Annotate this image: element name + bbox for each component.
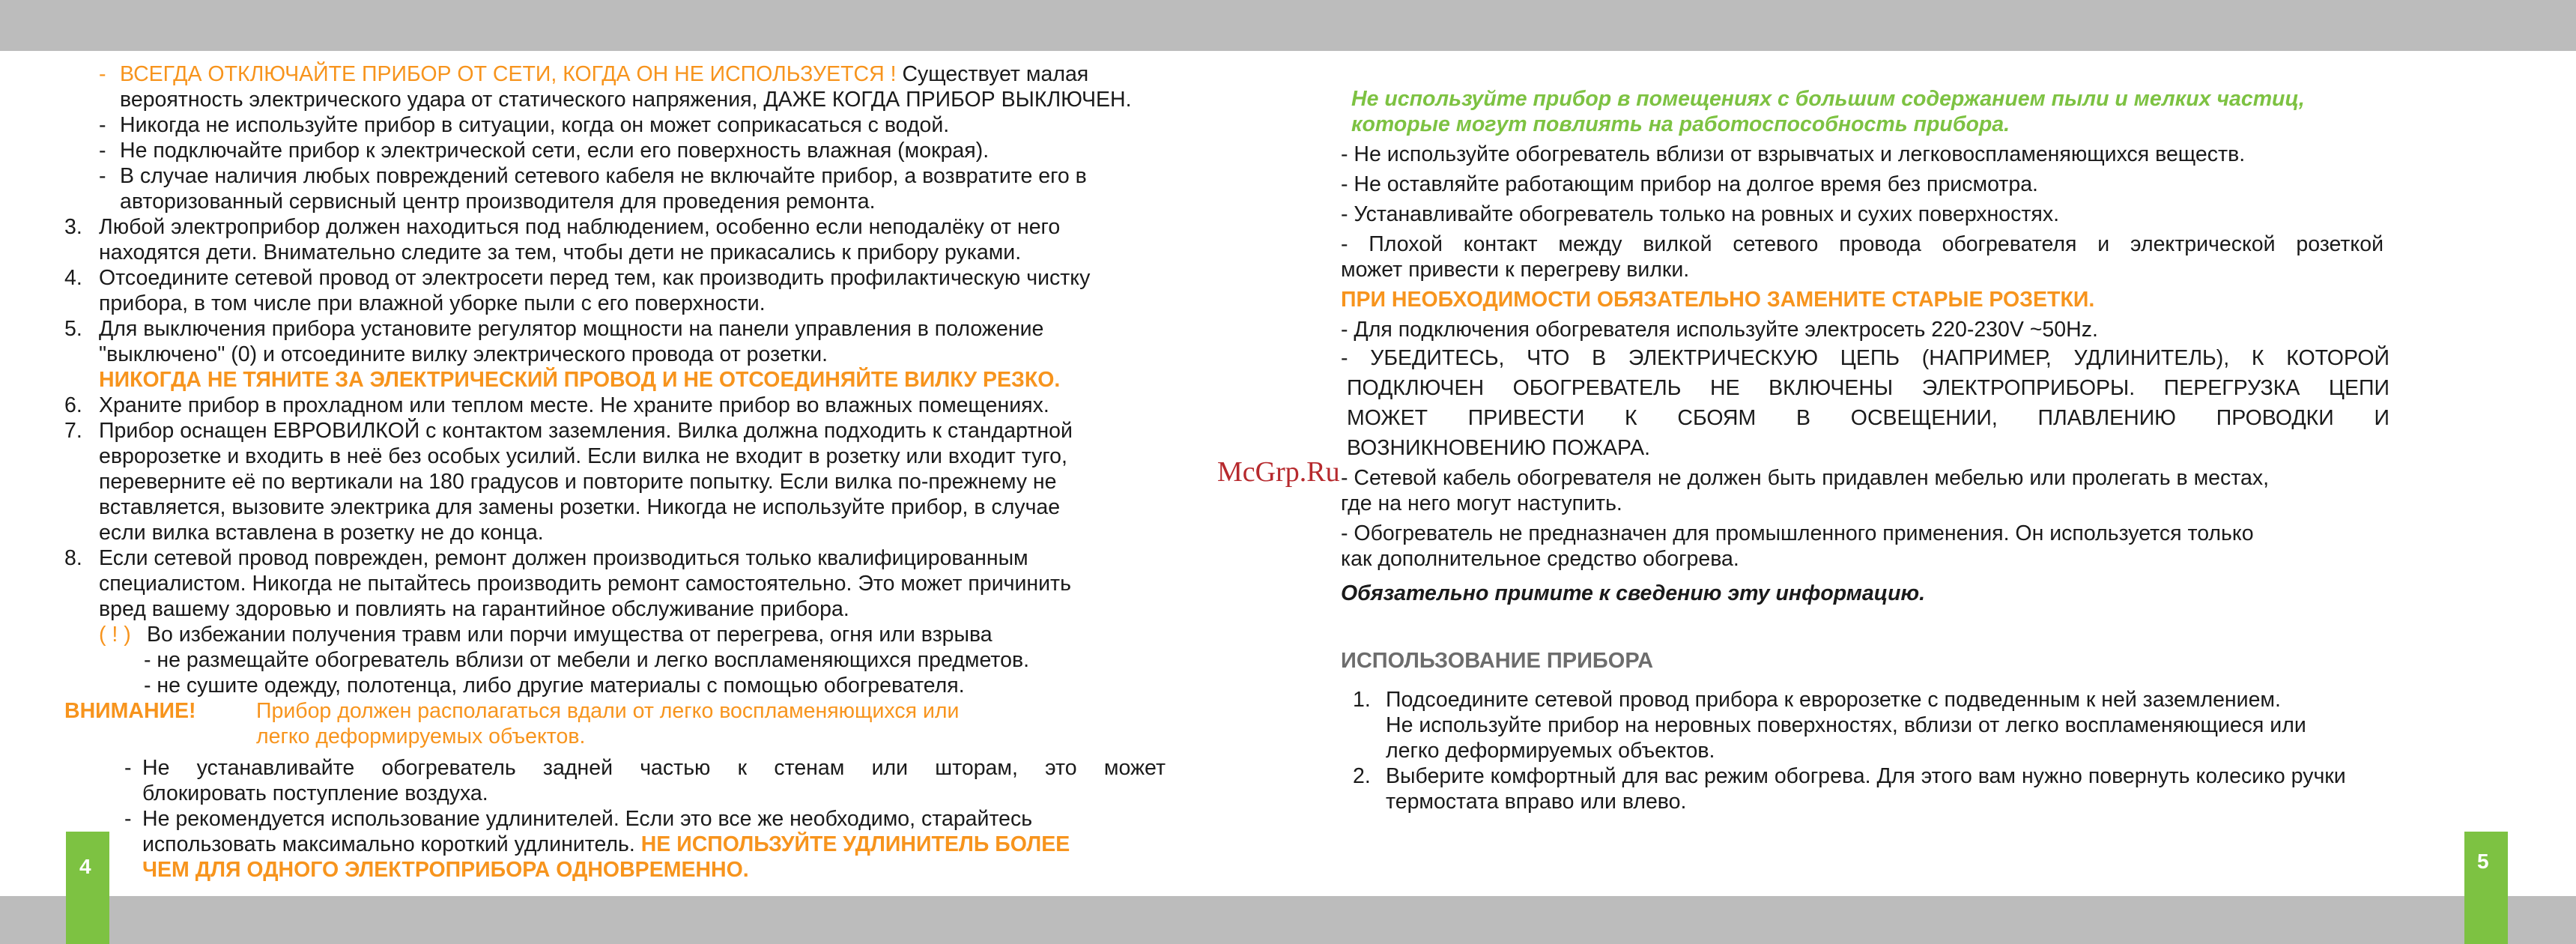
green-warning-cont: которые могут повлиять на работоспособность прибора. (1351, 112, 2010, 136)
item-number: 6. (64, 393, 82, 417)
item-5 (64, 316, 1233, 342)
warning-caps: ВСЕГДА ОТКЛЮЧАЙТЕ ПРИБОР ОТ СЕТИ, КОГДА ОН НЕ ИСПОЛЬЗУЕТСЯ ! (120, 62, 897, 86)
top-gray-band (0, 0, 2576, 51)
item-text-cont: вред вашему здоровью и повлиять на гарантийное обслуживание прибора. (99, 597, 849, 621)
item-text: Прибор оснащен ЕВРОВИЛКОЙ с контактом заземления. Вилка должна подходить к стандартной (99, 419, 1073, 443)
item-text: Отсоедините сетевой провод от электросети перед тем, как производить профилактическую чистку (99, 266, 1091, 290)
item-text-cont: евророзетке и входить в неё без особых усилий. Если вилка не входит в розетку или входит туго, (99, 444, 1067, 468)
bullet-cable-furniture-cont: где на него могут наступить. (1341, 491, 1622, 515)
item-text-cont: переверните её по вертикали на 180 градусов и повторите попытку. Если вилка по-прежнему не (99, 470, 1057, 494)
item-text-cont: если вилка вставлена в розетку не до конца. (99, 521, 544, 545)
page-number-left: 4 (79, 855, 91, 878)
item-number: 2. (1353, 764, 1371, 788)
right-page (1341, 86, 2449, 814)
bullet-flat-surface: - Устанавливайте обогреватель только на ровных и сухих поверхностях. (1341, 202, 2059, 226)
bullet-poor-contact: - Плохой контакт между вилкой сетевого провода обогревателя и электрической розеткой (1341, 232, 2383, 256)
usage-item-2 (1341, 763, 2472, 789)
bullet-cable-damage: - В случае наличия любых повреждений сетевого кабеля не включайте прибор, а возвратите его в (64, 163, 1233, 189)
bullet-circuit-overload-cont: МОЖЕТ ПРИВЕСТИ К СБОЯМ В ОСВЕЩЕНИИ, ПЛАВЛЕНИЮ ПРОВОДКИ И (1347, 406, 2389, 430)
bullet-text-cont: блокировать поступление воздуха. (142, 781, 488, 805)
bullet-text-cont: использовать максимально короткий удлинитель. (142, 832, 635, 856)
item-number: 4. (64, 266, 82, 290)
item-8 (64, 545, 1233, 571)
item-text-cont: находятся дети. Внимательно следите за тем, чтобы дети не прикасались к прибору руками. (99, 240, 1022, 264)
item-text-cont: Не используйте прибор на неровных поверхностях, вблизи от легко воспламеняющиеся или (1386, 713, 2306, 737)
warning-caps: НЕ ИСПОЛЬЗУЙТЕ УДЛИНИТЕЛЬ БОЛЕЕ (640, 832, 1070, 856)
attention-text-cont: легко деформируемых объектов. (256, 724, 586, 748)
bullet-text: Никогда не используйте прибор в ситуации, когда он может соприкасаться с водой. (120, 113, 950, 137)
attention-block (64, 698, 1233, 724)
bullet-text: Не устанавливайте обогреватель задней частью к стенам или шторам, это может (142, 756, 1166, 780)
bullet-circuit-overload: - УБЕДИТЕСЬ, ЧТО В ЭЛЕКТРИЧЕСКУЮ ЦЕПЬ (НАПРИМЕР, УДЛИНИТЕЛЬ), К КОТОРОЙ (1341, 346, 2389, 370)
warning-caps-cont: ЧЕМ ДЛЯ ОДНОГО ЭЛЕКТРОПРИБОРА ОДНОВРЕМЕННО. (142, 858, 749, 882)
bullet-dash: - (99, 62, 106, 86)
bullet-text: Не подключайте прибор к электрической сети, если его поверхность влажная (мокрая). (120, 139, 990, 163)
bottom-gray-band (0, 896, 2576, 944)
bullet-always-unplug (64, 61, 1233, 87)
bullet-text: Существует малая (902, 62, 1089, 86)
bullet-wet-surface: - Не подключайте прибор к электрической сети, если его поверхность влажная (мокрая). (64, 138, 1233, 163)
bullet-unattended: - Не оставляйте работающим прибор на долгое время без присмотра. (1341, 172, 2038, 196)
item-text: Для выключения прибора установите регулятор мощности на панели управления в положение (99, 317, 1044, 341)
page-number-right: 5 (2477, 850, 2489, 873)
green-warning: Не используйте прибор в помещениях с большим содержанием пыли и мелких частиц, (1351, 87, 2305, 111)
caution-block (64, 622, 1233, 647)
caution-text: Во избежании получения травм или порчи имущества от перегрева, огня или взрыва (147, 623, 992, 647)
item-6 (64, 393, 1233, 418)
item-4 (64, 265, 1233, 291)
item-text: Любой электроприбор должен находиться под наблюдением, особенно если неподалёку от него (99, 215, 1061, 239)
item-number: 7. (64, 419, 82, 443)
bullet-water: - Никогда не используйте прибор в ситуации, когда он может соприкасаться с водой. (64, 112, 1233, 138)
bullet-text: В случае наличия любых повреждений сетевого кабеля не включайте прибор, а возвратите его в (120, 164, 1087, 188)
exclamation-icon: ( ! ) (99, 623, 131, 647)
bullet-text: Не рекомендуется использование удлинителей. Если это все же необходимо, старайтесь (142, 807, 1033, 831)
item-7 (64, 418, 1233, 444)
bullet-not-industrial: - Обогреватель не предназначен для промышленного применения. Он используется только (1341, 521, 2254, 545)
item-text-cont: "выключено" (0) и отсоедините вилку электрического провода от розетки. (99, 342, 828, 366)
item-number: 5. (64, 317, 82, 341)
bullet-cable-furniture: - Сетевой кабель обогревателя не должен быть придавлен мебелью или пролегать в местах, (1341, 466, 2270, 490)
bullet-no-walls: - Не устанавливайте обогреватель задней частью к стенам или шторам, это может (124, 756, 1166, 780)
bullet-poor-contact-cont: может привести к перегреву вилки. (1341, 258, 1690, 282)
item-text: Выберите комфортный для вас режим обогрева. Для этого вам нужно повернуть колесико ручки (1386, 764, 2346, 788)
item-text-cont: специалистом. Никогда не пытайтесь производить ремонт самостоятельно. Это может причинить (99, 572, 1071, 596)
item-number: 1. (1353, 688, 1371, 712)
item-3 (64, 214, 1233, 240)
bullet-text-cont: вероятность электрического удара от статического напряжения, ДАЖЕ КОГДА ПРИБОР ВЫКЛЮЧЕН. (120, 88, 1132, 112)
item-text: Если сетевой провод поврежден, ремонт должен производиться только квалифицированным (99, 546, 1028, 570)
bullet-circuit-overload-cont: ВОЗНИКНОВЕНИЮ ПОЖАРА. (1347, 436, 1651, 460)
item-text-cont: легко деформируемых объектов. (1386, 739, 1715, 763)
notice-text: Обязательно примите к сведению эту информацию. (1341, 581, 1926, 605)
item-number: 3. (64, 215, 82, 239)
item-text: Храните прибор в прохладном или теплом месте. Не храните прибор во влажных помещениях. (99, 393, 1049, 417)
page-tab-right (2464, 832, 2508, 944)
bullet-extension: - Не рекомендуется использование удлинителей. Если это все же необходимо, старайтесь (64, 806, 1233, 832)
left-page (64, 61, 1233, 883)
item-text-cont: прибора, в том числе при влажной уборке пыли с его поверхности. (99, 291, 766, 315)
caution-bullet: - не сушите одежду, полотенца, либо другие материалы с помощью обогревателя. (144, 674, 965, 698)
bullet-voltage: - Для подключения обогревателя используйте электросеть 220-230V ~50Hz. (1341, 318, 2098, 342)
watermark-text: McGrp.Ru (1217, 456, 1340, 488)
item-text: Подсоедините сетевой провод прибора к евророзетке с подведенным к ней заземлением. (1386, 688, 2281, 712)
usage-item-1 (1341, 687, 2472, 712)
section-heading-usage: ИСПОЛЬЗОВАНИЕ ПРИБОРА (1341, 649, 1654, 673)
bullet-text-cont: авторизованный сервисный центр производителя для проведения ремонта. (120, 190, 876, 214)
item-text-cont: вставляется, вызовите электрика для замены розетки. Никогда не используйте прибор, в случае (99, 495, 1061, 519)
bullet-not-industrial-cont: как дополнительное средство обогрева. (1341, 547, 1739, 571)
warning-do-not-pull: НИКОГДА НЕ ТЯНИТЕ ЗА ЭЛЕКТРИЧЕСКИЙ ПРОВОД И НЕ ОТСОЕДИНЯЙТЕ ВИЛКУ РЕЗКО. (99, 368, 1061, 392)
caution-bullet: - не размещайте обогреватель вблизи от мебели и легко воспламеняющихся предметов. (144, 648, 1030, 672)
warning-replace-sockets: ПРИ НЕОБХОДИМОСТИ ОБЯЗАТЕЛЬНО ЗАМЕНИТЕ СТАРЫЕ РОЗЕТКИ. (1341, 288, 2095, 312)
item-number: 8. (64, 546, 82, 570)
item-text-cont: термостата вправо или влево. (1386, 790, 1687, 814)
attention-label: ВНИМАНИЕ! (64, 699, 196, 723)
bullet-explosives: - Не используйте обогреватель вблизи от взрывчатых и легковоспламеняющихся веществ. (1341, 142, 2246, 166)
bullet-circuit-overload-cont: ПОДКЛЮЧЕН ОБОГРЕВАТЕЛЬ НЕ ВКЛЮЧЕНЫ ЭЛЕКТРОПРИБОРЫ. ПЕРЕГРУЗКА ЦЕПИ (1347, 376, 2389, 400)
attention-text: Прибор должен располагаться вдали от легко воспламеняющихся или (256, 699, 960, 723)
